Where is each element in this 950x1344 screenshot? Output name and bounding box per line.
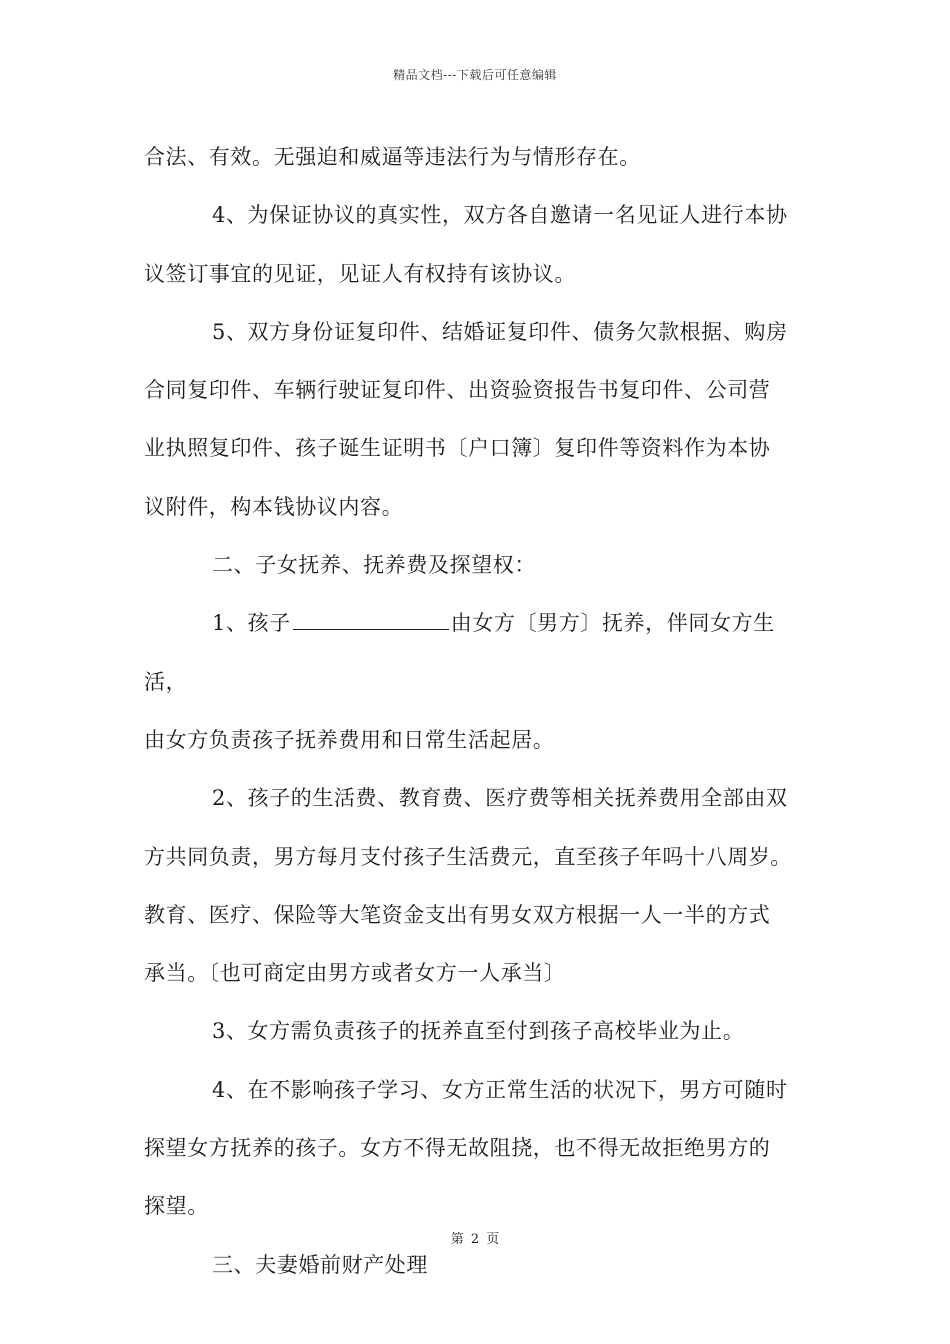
text-line: 议附件，构本钱协议内容。: [144, 494, 404, 519]
text-line: 业执照复印件、孩子诞生证明书〔户口簿〕复印件等资料作为本协: [144, 436, 771, 461]
text-line: 二、子女抚养、抚养费及探望权：: [212, 553, 536, 578]
document-body: [144, 128, 810, 1294]
section-heading-child-custody: [144, 536, 810, 594]
text-line: 方共同负责，男方每月支付孩子生活费元，直至孩子年吗十八周岁。: [144, 844, 792, 869]
text-line: 2、孩子的生活费、教育费、医疗费等相关抚养费用全部由双: [212, 786, 788, 811]
paragraph-visitation: [144, 1061, 810, 1236]
text-segment: 1、孩子: [212, 611, 291, 636]
paragraph-education: [144, 1002, 810, 1060]
text-line: 教育、医疗、保险等大笔资金支出有男女双方根据一人一半的方式: [144, 902, 771, 927]
text-line: 合法、有效。无强迫和威逼等违法行为与情形存在。: [144, 145, 641, 169]
text-line: 5、双方身份证复印件、结婚证复印件、债务欠款根据、购房: [212, 319, 788, 344]
text-line: 探望女方抚养的孩子。女方不得无故阻挠，也不得无故拒绝男方的: [144, 1136, 771, 1161]
text-line: [144, 594, 810, 711]
fill-in-blank-child-name[interactable]: [293, 611, 449, 630]
page-header: 精品文档---下载后可任意编辑: [393, 68, 557, 82]
text-line: 三、夫妻婚前财产处理: [212, 1252, 428, 1277]
paragraph-custody: [144, 594, 810, 769]
page-number: 第 2 页: [450, 1232, 500, 1247]
text-line: 合同复印件、车辆行驶证复印件、出资验资报告书复印件、公司营: [144, 378, 771, 403]
text-line: 承当。〔也可商定由男方或者女方一人承当〕: [144, 961, 566, 986]
text-line: 议签订事宜的见证，见证人有权持有该协议。: [144, 261, 576, 286]
text-line: 由女方负责孩子抚养费用和日常生活起居。: [144, 727, 555, 752]
text-line: 探望。: [144, 1194, 209, 1219]
paragraph-attachments: [144, 303, 810, 536]
text-segment: 由女方〔男方〕抚养，伴同女方生活，: [144, 611, 775, 694]
text-line: 4、在不影响孩子学习、女方正常生活的状况下，男方可随时: [212, 1077, 788, 1102]
text-line: 3、女方需负责孩子的抚养直至付到孩子高校毕业为止。: [212, 1019, 745, 1044]
paragraph-legality: [144, 128, 810, 186]
text-line: 4、为保证协议的真实性，双方各自邀请一名见证人进行本协: [212, 203, 788, 228]
paragraph-child-support: [144, 769, 810, 1002]
paragraph-witness: [144, 186, 810, 303]
